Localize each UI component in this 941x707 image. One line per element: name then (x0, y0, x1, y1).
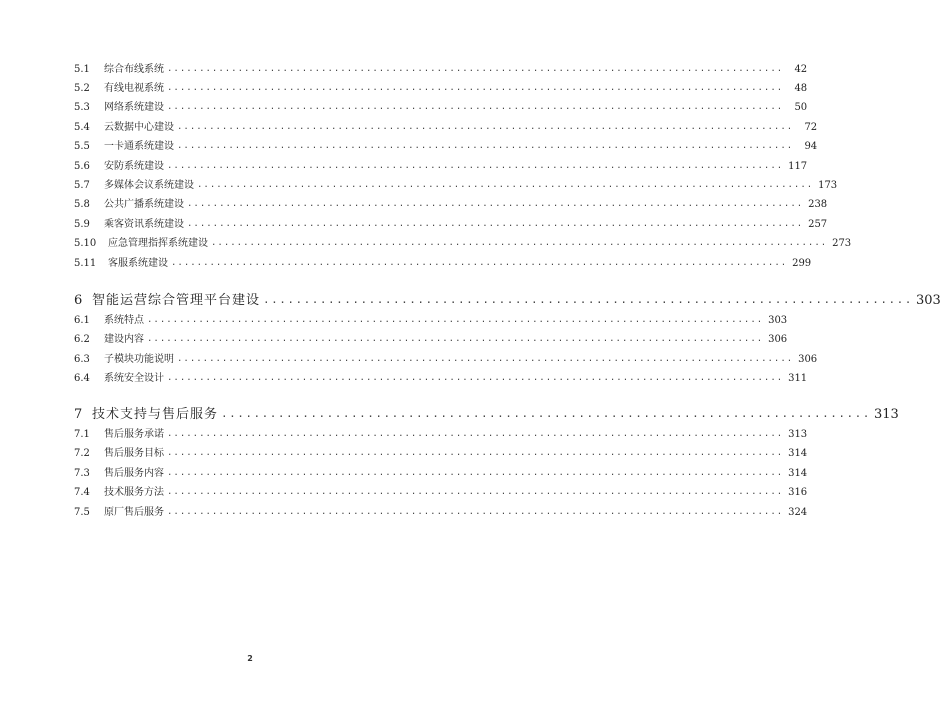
toc-entry-5-8[interactable] (74, 195, 828, 211)
toc-entry-title: 售后服务目标 (104, 448, 164, 459)
toc-entry-number: 5.7 (74, 180, 90, 191)
toc-entry-page: 50 (794, 102, 808, 113)
toc-chapter-page: 313 (874, 407, 899, 422)
toc-entry-6-4[interactable] (74, 369, 808, 385)
toc-entry-title: 建设内容 (104, 334, 144, 345)
toc-entry-title: 公共广播系统建设 (104, 199, 184, 210)
toc-entry-7-5[interactable] (74, 503, 808, 519)
toc-entry-page: 313 (788, 429, 808, 440)
toc-entry-page: 238 (808, 199, 828, 210)
toc-entry-6-2[interactable] (74, 330, 788, 346)
leader-dots: ................................................................................................ (211, 238, 828, 248)
toc-entry-number: 5.8 (74, 199, 90, 210)
leader-dots: ................................................................................................ (171, 258, 788, 268)
leader-dots: ................................................................................ (263, 293, 913, 306)
toc-entry-number: 7.1 (74, 429, 90, 440)
toc-entry-title: 售后服务承诺 (104, 429, 164, 440)
toc-entry-6-1[interactable] (74, 311, 788, 327)
toc-entry-number: 5.2 (74, 83, 90, 94)
leader-dots: ................................................................................................ (167, 448, 784, 458)
toc-entry-page: 94 (804, 141, 818, 152)
toc-entry-number: 7.3 (74, 468, 90, 479)
toc-entry-title: 有线电视系统 (104, 83, 164, 94)
toc-entry-number: 6.4 (74, 373, 90, 384)
toc-entry-number: 5.9 (74, 219, 90, 230)
toc-entry-page: 306 (798, 354, 818, 365)
leader-dots: ................................................................................ (221, 407, 871, 420)
leader-dots: ................................................................................................ (197, 180, 814, 190)
leader-dots: ................................................................................................ (187, 199, 804, 209)
toc-entry-title: 客服系统建设 (108, 258, 168, 269)
toc-chapter-6[interactable] (74, 290, 941, 308)
leader-dots: ................................................................................................ (167, 102, 784, 112)
toc-entry-7-4[interactable] (74, 483, 808, 499)
toc-entry-title: 乘客资讯系统建设 (104, 219, 184, 230)
toc-entry-5-2[interactable] (74, 79, 808, 95)
toc-entry-page: 314 (788, 448, 808, 459)
toc-entry-number: 7.2 (74, 448, 90, 459)
toc-entry-5-11[interactable] (74, 254, 812, 270)
toc-entry-7-1[interactable] (74, 425, 808, 441)
toc-entry-title: 系统特点 (104, 315, 144, 326)
toc-entry-title: 多媒体会议系统建设 (104, 180, 194, 191)
toc-entry-title: 技术服务方法 (104, 487, 164, 498)
toc-chapter-title: 智能运营综合管理平台建设 (92, 293, 261, 308)
leader-dots: ................................................................................................ (167, 161, 784, 171)
toc-entry-page: 324 (788, 507, 808, 518)
leader-dots: ................................................................................................ (167, 468, 784, 478)
toc-chapter-title: 技术支持与售后服务 (92, 407, 219, 422)
toc-entry-5-6[interactable] (74, 157, 808, 173)
toc-entry-title: 子模块功能说明 (104, 354, 174, 365)
toc-entry-number: 5.4 (74, 122, 90, 133)
toc-entry-number: 5.1 (74, 64, 90, 75)
leader-dots: ................................................................................................ (167, 429, 784, 439)
leader-dots: ................................................................................................ (167, 64, 784, 74)
leader-dots: ................................................................................................ (167, 487, 784, 497)
toc-entry-title: 安防系统建设 (104, 161, 164, 172)
toc-entry-title: 应急管理指挥系统建设 (108, 238, 208, 249)
leader-dots: ................................................................................................ (147, 334, 764, 344)
toc-entry-number: 5.3 (74, 102, 90, 113)
toc-entry-number: 5.10 (74, 238, 97, 249)
toc-entry-5-1[interactable] (74, 60, 808, 76)
leader-dots: ................................................................................................ (177, 141, 794, 151)
toc-entry-number: 5.6 (74, 161, 90, 172)
toc-entry-title: 原厂售后服务 (104, 507, 164, 518)
toc-entry-page: 306 (768, 334, 788, 345)
toc-entry-page: 117 (788, 161, 808, 172)
toc-entry-number: 5.5 (74, 141, 90, 152)
toc-entry-page: 303 (768, 315, 788, 326)
toc-entry-title: 售后服务内容 (104, 468, 164, 479)
toc-entry-title: 系统安全设计 (104, 373, 164, 384)
page-number: 2 (247, 654, 253, 663)
leader-dots: ................................................................................................ (177, 354, 794, 364)
toc-entry-7-2[interactable] (74, 444, 808, 460)
toc-entry-5-10[interactable] (74, 234, 852, 250)
leader-dots: ................................................................................................ (187, 219, 804, 229)
toc-entry-page: 316 (788, 487, 808, 498)
toc-entry-number: 6.3 (74, 354, 90, 365)
toc-entry-page: 72 (804, 122, 818, 133)
leader-dots: ................................................................................................ (167, 507, 784, 517)
toc-entry-page: 273 (832, 238, 852, 249)
toc-entry-5-3[interactable] (74, 98, 808, 114)
toc-entry-title: 网络系统建设 (104, 102, 164, 113)
toc-chapter-page: 303 (916, 293, 941, 308)
toc-entry-5-5[interactable] (74, 137, 818, 153)
toc-entry-page: 257 (808, 219, 828, 230)
toc-entry-page: 314 (788, 468, 808, 479)
toc-entry-number: 6.1 (74, 315, 90, 326)
toc-entry-page: 48 (794, 83, 808, 94)
toc-entry-5-4[interactable] (74, 118, 818, 134)
toc-entry-number: 5.11 (74, 258, 97, 269)
toc-entry-6-3[interactable] (74, 350, 818, 366)
toc-entry-title: 综合布线系统 (104, 64, 164, 75)
toc-entry-5-9[interactable] (74, 215, 828, 231)
toc-entry-7-3[interactable] (74, 464, 808, 480)
leader-dots: ................................................................................................ (167, 373, 784, 383)
toc-entry-page: 42 (794, 64, 808, 75)
toc-entry-number: 7.5 (74, 507, 90, 518)
toc-chapter-number: 7 (74, 407, 83, 422)
toc-entry-page: 311 (788, 373, 808, 384)
toc-entry-number: 6.2 (74, 334, 90, 345)
leader-dots: ................................................................................................ (167, 83, 784, 93)
leader-dots: ................................................................................................ (147, 315, 764, 325)
leader-dots: ................................................................................................ (177, 122, 794, 132)
toc-entry-title: 云数据中心建设 (104, 122, 174, 133)
toc-entry-page: 173 (818, 180, 838, 191)
toc-entry-page: 299 (792, 258, 812, 269)
toc-chapter-number: 6 (74, 293, 83, 308)
toc-entry-title: 一卡通系统建设 (104, 141, 174, 152)
toc-chapter-7[interactable] (74, 404, 899, 422)
toc-entry-5-7[interactable] (74, 176, 838, 192)
toc-entry-number: 7.4 (74, 487, 90, 498)
